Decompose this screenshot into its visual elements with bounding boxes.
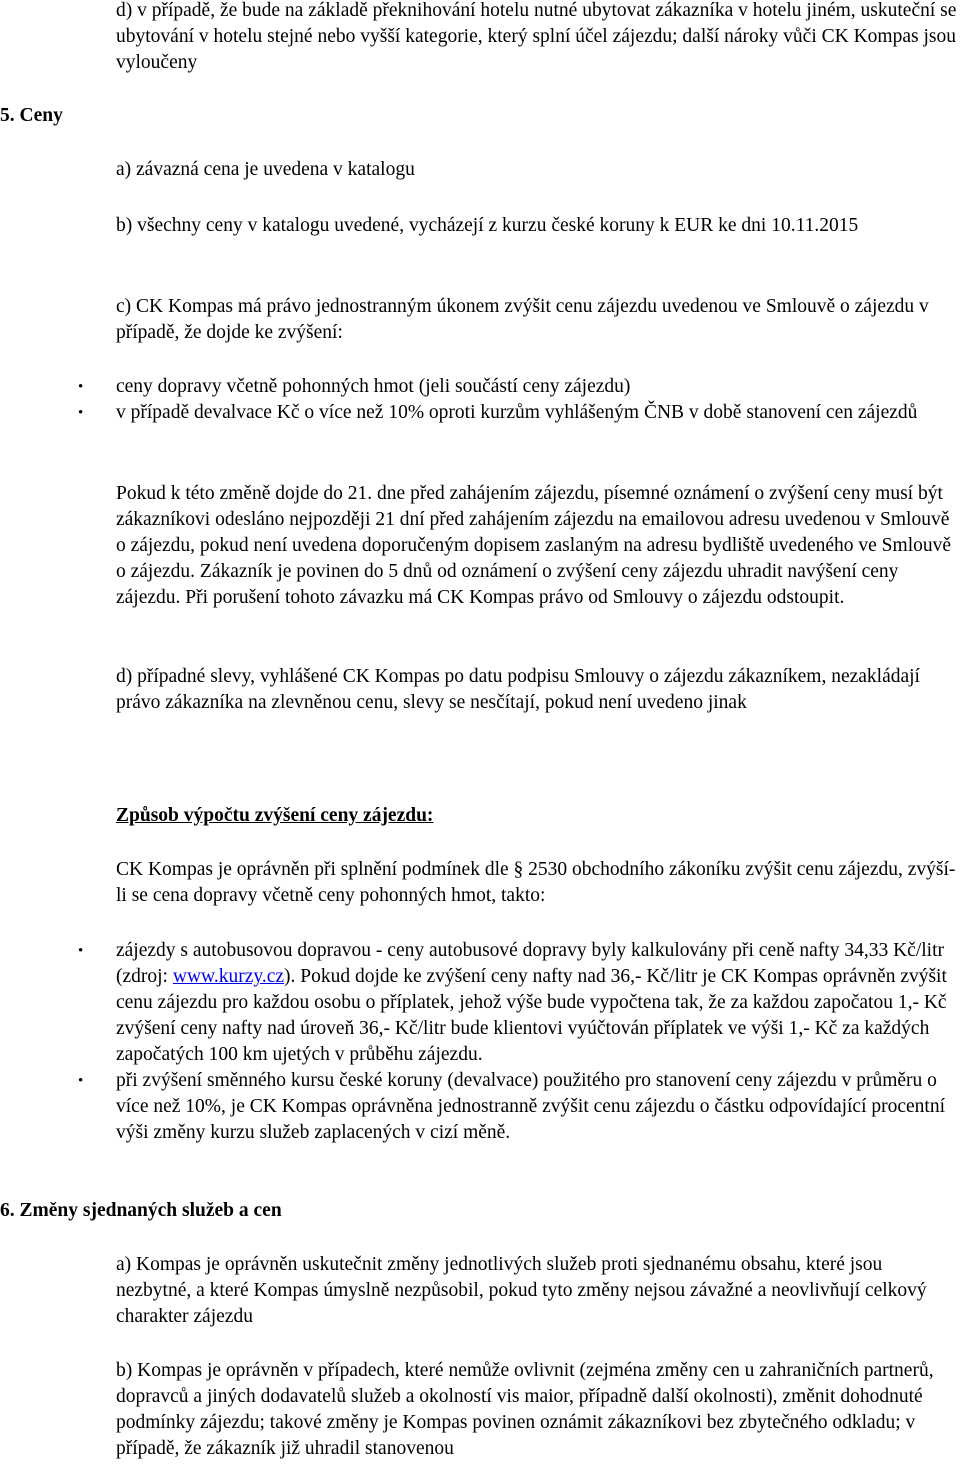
paragraph-5a: a) závazná cena je uvedena v katalogu bbox=[116, 159, 415, 180]
list-item bbox=[0, 400, 960, 426]
section-6-heading: 6. Změny sjednaných služeb a cen bbox=[0, 1200, 282, 1221]
bullet-icon: • bbox=[78, 405, 84, 421]
paragraph-notice: Pokud k této změně dojde do 21. dne před zahájením zájezdu, písemné oznámení o zvýšení ceny musí být zákazníkovi odesláno nejpozději 21 dní před zahájením zájezdu na emailovou adresu uvedenou v Smlouvě o zájezdu, pokud není uvedena doporučeným dopisem zaslaným na adresu bydliště uvedeného ve Smlouvě o zájezdu. Zákazník je povinen do 5 dnů od oznámení o zvýšení ceny zájezdu uhradit navýšení ceny zájezdu. Při porušení tohoto závazku má CK Kompas právo od Smlouvy o zájezdu odstoupit. bbox=[116, 483, 952, 608]
paragraph-calc-intro: CK Kompas je oprávněn při splnění podmínek dle § 2530 obchodního zákoníku zvýšit cenu zájezdu, zvýší-li se cena dopravy včetně ceny pohonných hmot, takto: bbox=[116, 859, 956, 906]
price-increase-bullet-list bbox=[0, 374, 960, 426]
paragraph-5d: d) případné slevy, vyhlášené CK Kompas po datu podpisu Smlouvy o zájezdu zákazníkem, nezakládají právo zákazníka na zlevněnou cenu, slevy se nesčítají, pokud není uvedeno jinak bbox=[116, 666, 920, 713]
paragraph-6a: a) Kompas je oprávněn uskutečnit změny jednotlivých služeb proti sjednanému obsahu, které jsou nezbytné, a které Kompas úmyslně nezpůsobil, pokud tyto změny nejsou závažné a neovlivňují celkový charakter zájezdu bbox=[116, 1254, 927, 1327]
list-item bbox=[0, 374, 960, 400]
section-5-heading: 5. Ceny bbox=[0, 105, 63, 126]
bullet-text: při zvýšení směnného kursu české koruny (devalvace) použitého pro stanovení ceny zájezdu v průměru o více než 10%, je CK Kompas oprávněna jednostranně zvýšit cenu zájezdu o částku odpovídající procentní výši změny kurzu služeb zaplacených v cizí měně. bbox=[116, 1070, 946, 1143]
bullet-icon: • bbox=[78, 943, 84, 959]
bullet-icon: • bbox=[78, 1073, 84, 1089]
bullet-text: ceny dopravy včetně pohonných hmot (jeli součástí ceny zájezdu) bbox=[116, 376, 631, 397]
bullet-text: v případě devalvace Kč o více než 10% oproti kurzům vyhlášeným ČNB v době stanovení cen zájezdů bbox=[116, 402, 918, 423]
calculation-bullet-list bbox=[0, 938, 960, 1146]
paragraph-5b: b) všechny ceny v katalogu uvedené, vycházejí z kurzu české koruny k EUR ke dni 10.11.2015 bbox=[116, 215, 859, 236]
calculation-heading: Způsob výpočtu zvýšení ceny zájezdu: bbox=[116, 805, 434, 826]
list-item bbox=[0, 1068, 960, 1146]
paragraph-5c: c) CK Kompas má právo jednostranným úkonem zvýšit cenu zájezdu uvedenou ve Smlouvě o zájezdu v případě, že dojde ke zvýšení: bbox=[116, 296, 929, 343]
kurzy-cz-link[interactable]: www.kurzy.cz bbox=[172, 966, 285, 987]
bullet-text-after-link: ). Pokud dojde ke zvýšení ceny nafty nad 36,- Kč/litr je CK Kompas oprávněn zvýšit cenu zájezdu pro každou osobu o příplatek, jehož výše bude vypočtena tak, že za každou započatou 1,- Kč zvýšení ceny nafty nad úroveň 36,- Kč/litr bude klientovi vyúčtován příplatek ve výši 1,- Kč za každých započatých 100 km ujetých v průběhu zájezdu. bbox=[116, 966, 947, 1065]
bullet-icon: • bbox=[78, 379, 84, 395]
paragraph-intro-d: d) v případě, že bude na základě překnihování hotelu nutné ubytovat zákazníka v hotelu jiném, uskuteční se ubytování v hotelu stejné nebo vyšší kategorie, který splní účel zájezdu; další nároky vůči CK Kompas jsou vyloučeny bbox=[116, 0, 957, 73]
paragraph-6b: b) Kompas je oprávněn v případech, které nemůže ovlivnit (zejména změny cen u zahraničních partnerů, dopravců a jiných dodavatelů služeb a okolností vis maior, případně další okolnosti), změnit dohodnuté podmínky zájezdu; takové změny je Kompas povinen oznámit zákazníkovi bez zbytečného odkladu; v případě, že zákazník již uhradil stanovenou bbox=[116, 1360, 934, 1459]
bullet-text-before-link: zájezdy s autobusovou dopravou - ceny autobusové dopravy byly kalkulovány při ceně nafty 34,33 Kč/litr (zdroj: bbox=[116, 940, 944, 987]
list-item bbox=[0, 938, 960, 1068]
